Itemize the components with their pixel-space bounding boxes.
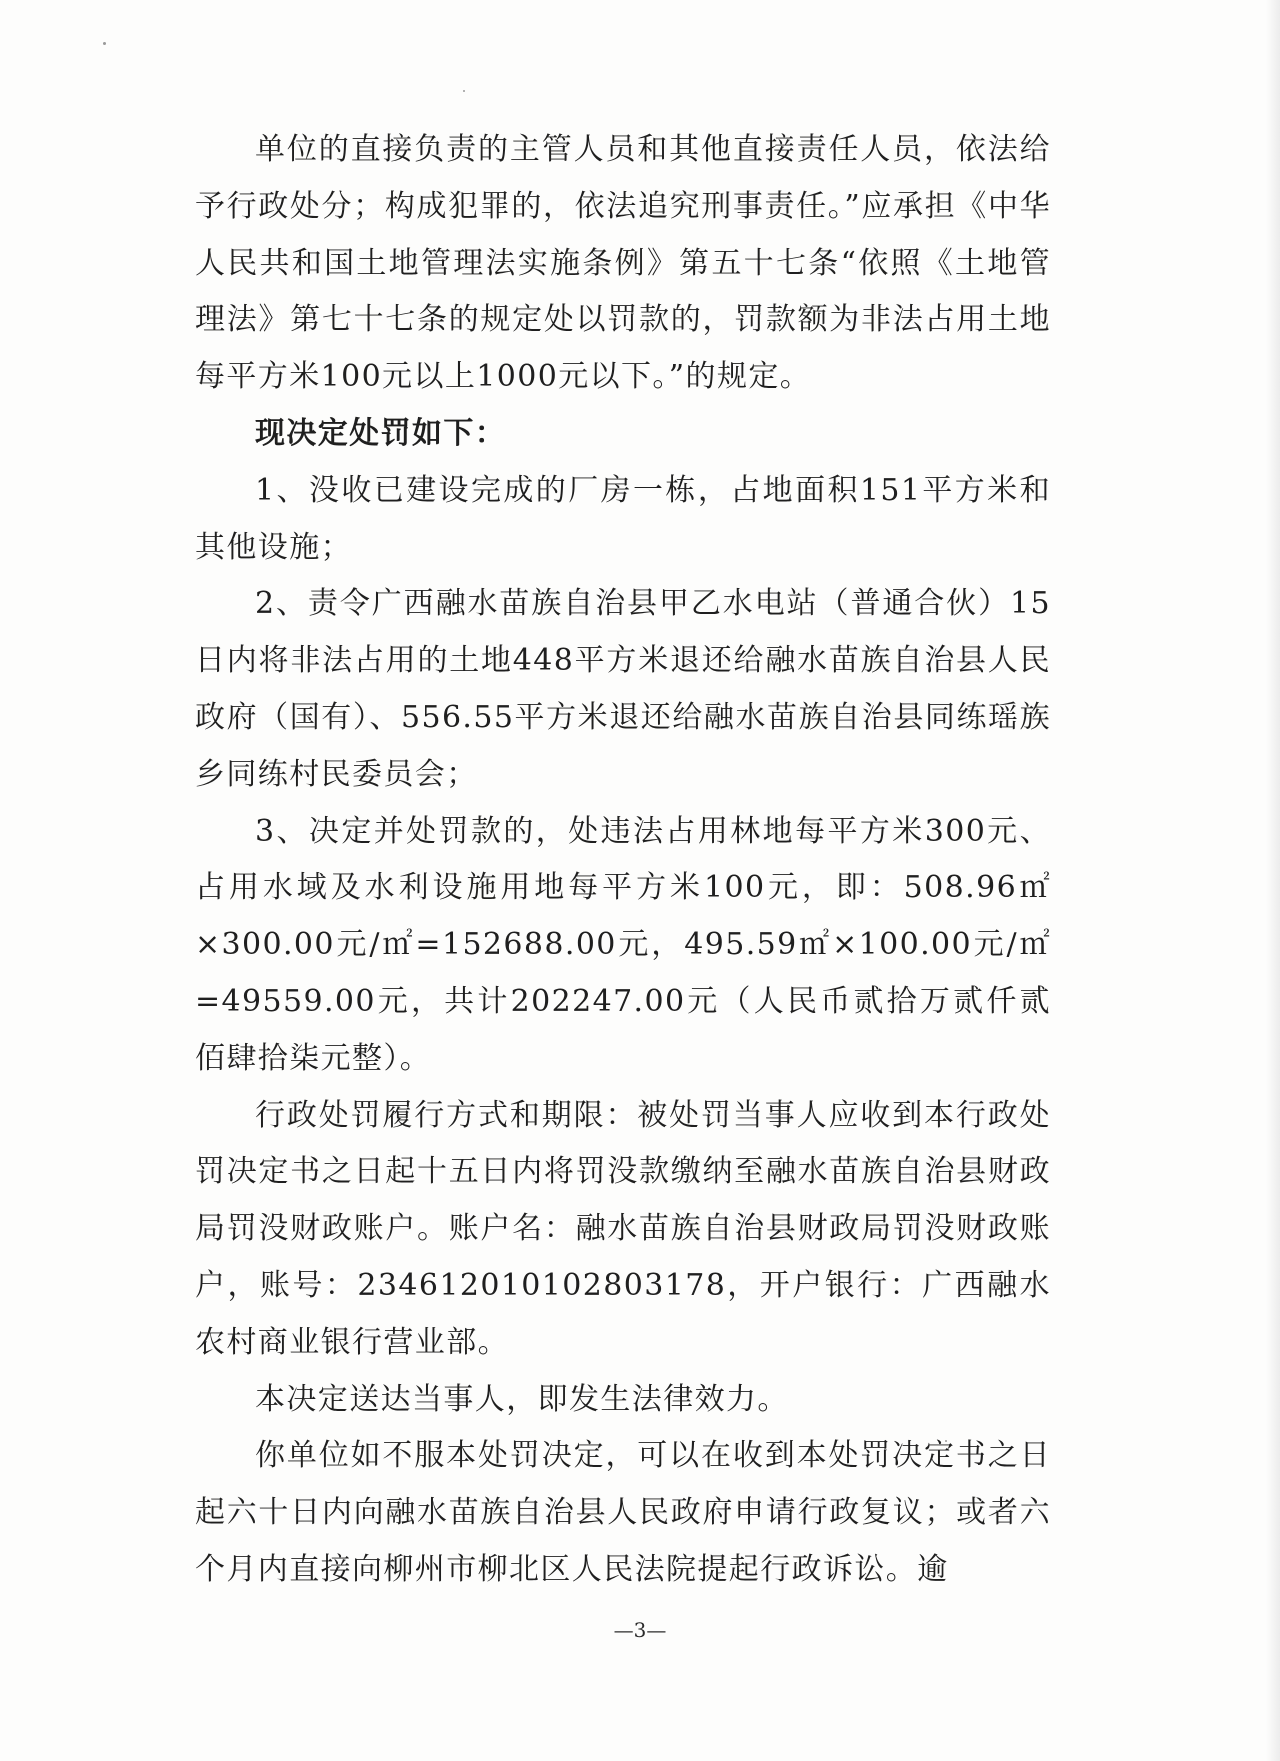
paragraph-appeal: 你单位如不服本处罚决定，可以在收到本处罚决定书之日起六十日内向融水苗族自治县人民政府申请行政复议；或者六个月内直接向柳州市柳北区人民法院提起行政诉讼。逾: [195, 1438, 1051, 1587]
document-body: [195, 122, 1051, 1599]
page-edge-shadow: [1266, 0, 1280, 1761]
paragraph-item-1: 1、没收已建设完成的厂房一栋，占地面积151平方米和其他设施；: [195, 472, 1051, 565]
paragraph-item-2: 2、责令广西融水苗族自治县甲乙水电站（普通合伙）15日内将非法占用的土地448平方米退还给融水苗族自治县人民政府（国有）、556.55平方米退还给融水苗族自治县同练瑶族乡同练村民委员会；: [195, 586, 1051, 792]
scan-speck: [103, 42, 106, 45]
page-number: —3—: [613, 1618, 667, 1642]
paragraph-effective: 本决定送达当事人，即发生法律效力。: [255, 1381, 789, 1417]
paragraph-item-3: 3、决定并处罚款的，处违法占用林地每平方米300元、占用水域及水利设施用地每平方米100元，即：508.96㎡×300.00元/㎡=152688.00元，495.59㎡×100.00元/㎡=49559.00元，共计202247.00元（人民币贰拾万贰仟贰佰肆拾柒元整）。: [195, 813, 1051, 1076]
paragraph-legal-basis: 单位的直接负责的主管人员和其他直接责任人员，依法给予行政处分；构成犯罪的，依法追究刑事责任。”应承担《中华人民共和国土地管理法实施条例》第五十七条“依照《土地管理法》第七十七条的规定处以罚款的，罚款额为非法占用土地每平方米100元以上1000元以下。”的规定。: [195, 132, 1051, 395]
scan-speck: [463, 90, 465, 92]
paragraph-payment-terms: 行政处罚履行方式和期限：被处罚当事人应收到本行政处罚决定书之日起十五日内将罚没款缴纳至融水苗族自治县财政局罚没财政账户。账户名：融水苗族自治县财政局罚没财政账户，账号：234612010102803178，开户银行：广西融水农村商业银行营业部。: [195, 1097, 1051, 1360]
paragraph-decision-heading: 现决定处罚如下：: [255, 415, 507, 451]
